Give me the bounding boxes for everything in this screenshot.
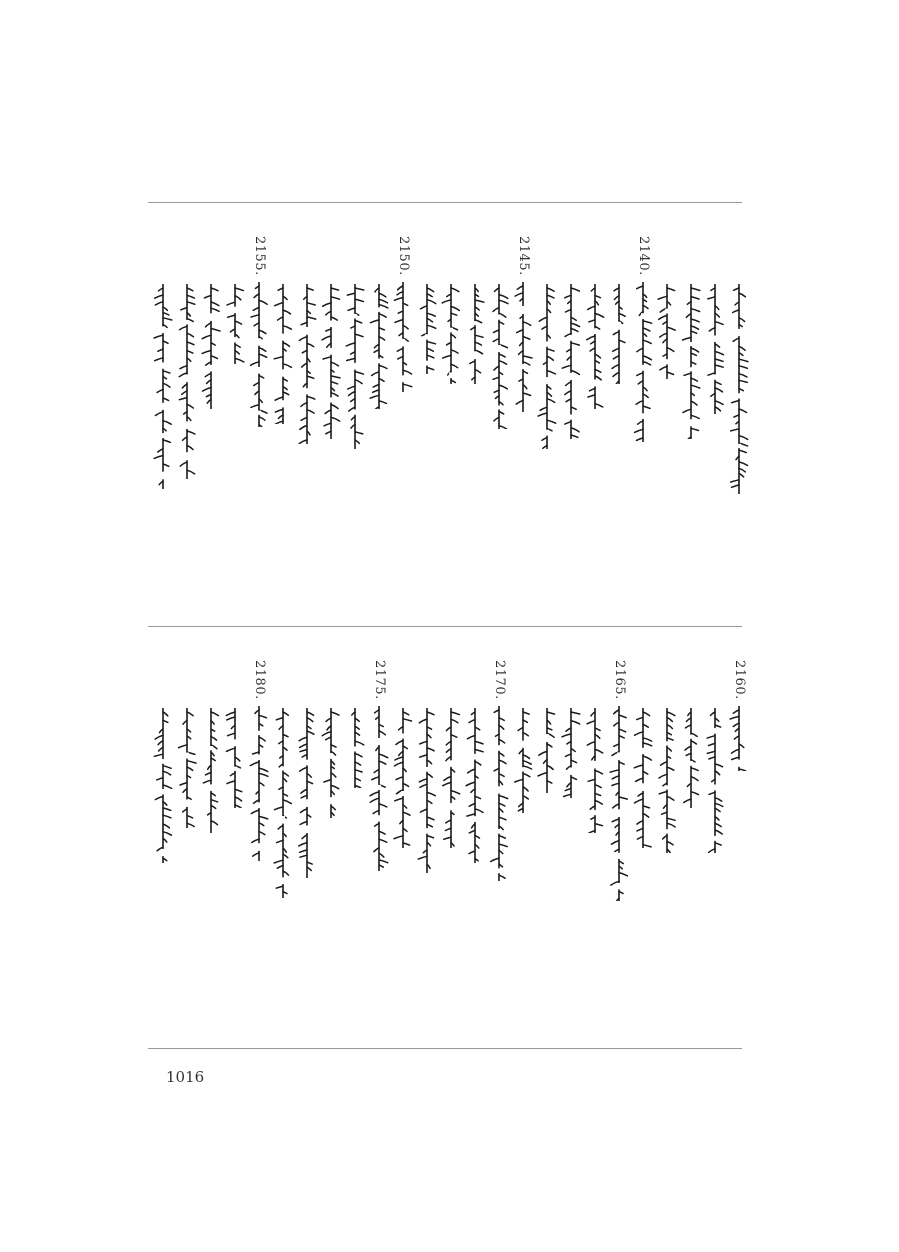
page-number: 1016 xyxy=(166,1068,205,1086)
text-column xyxy=(318,236,344,439)
text-column xyxy=(150,660,176,863)
script-line xyxy=(368,284,390,409)
script-line xyxy=(704,284,726,414)
script-line xyxy=(392,708,414,848)
script-line xyxy=(728,706,750,771)
text-column xyxy=(342,660,368,788)
lower-text-block xyxy=(150,660,747,1030)
script-line xyxy=(152,708,174,863)
text-column xyxy=(222,660,248,808)
script-line xyxy=(176,284,198,479)
script-line xyxy=(608,284,630,384)
text-column xyxy=(678,236,704,439)
text-column xyxy=(390,236,416,392)
text-column xyxy=(630,236,656,442)
script-line xyxy=(512,282,534,412)
text-column xyxy=(174,660,200,828)
script-line xyxy=(152,284,174,489)
script-line xyxy=(176,708,198,828)
script-line xyxy=(224,708,246,808)
middle-rule xyxy=(148,626,742,627)
line-number: 2150. xyxy=(396,236,411,276)
script-line xyxy=(200,284,222,409)
text-column xyxy=(198,236,224,409)
text-column xyxy=(270,660,296,898)
text-column xyxy=(438,236,464,384)
text-column xyxy=(654,236,680,379)
script-line xyxy=(200,708,222,833)
line-number: 2155. xyxy=(252,236,267,276)
line-number: 2140. xyxy=(636,236,651,276)
text-column xyxy=(414,236,440,374)
text-column xyxy=(294,236,320,444)
script-line xyxy=(416,284,438,374)
text-column xyxy=(270,236,296,424)
script-line xyxy=(344,708,366,788)
script-line xyxy=(488,284,510,429)
text-column xyxy=(198,660,224,833)
script-line xyxy=(464,708,486,863)
text-column xyxy=(390,660,416,848)
script-line xyxy=(272,284,294,424)
text-column xyxy=(342,236,368,449)
script-line xyxy=(440,284,462,384)
text-column xyxy=(486,236,512,429)
line-number: 2170. xyxy=(492,660,507,700)
script-line xyxy=(560,284,582,439)
script-line xyxy=(584,708,606,833)
script-line xyxy=(440,708,462,848)
text-column xyxy=(630,660,656,848)
script-line xyxy=(704,708,726,853)
text-column xyxy=(294,660,320,878)
script-line xyxy=(416,708,438,873)
script-line xyxy=(488,706,510,881)
text-column xyxy=(726,660,752,771)
line-number: 2180. xyxy=(252,660,267,700)
script-line xyxy=(224,284,246,364)
text-column xyxy=(702,236,728,414)
script-line xyxy=(584,284,606,409)
upper-text-block xyxy=(150,236,744,616)
text-column xyxy=(174,236,200,479)
script-line xyxy=(368,706,390,871)
text-column xyxy=(558,236,584,439)
script-line xyxy=(536,708,558,793)
text-column xyxy=(654,660,680,853)
script-line xyxy=(680,708,702,808)
top-rule xyxy=(148,202,742,203)
script-line xyxy=(248,282,270,427)
text-column xyxy=(462,660,488,863)
text-column xyxy=(366,236,392,409)
script-line xyxy=(320,708,342,818)
script-line xyxy=(632,282,654,442)
text-column xyxy=(510,660,536,813)
line-number: 2145. xyxy=(516,236,531,276)
line-number: 2175. xyxy=(372,660,387,700)
text-column xyxy=(246,660,272,861)
text-column xyxy=(462,236,488,384)
script-line xyxy=(272,708,294,898)
line-number: 2165. xyxy=(612,660,627,700)
bottom-rule xyxy=(148,1048,742,1049)
text-column xyxy=(438,660,464,848)
text-column xyxy=(582,660,608,833)
text-column xyxy=(366,660,392,871)
script-line xyxy=(608,706,630,901)
script-line xyxy=(296,284,318,444)
text-column xyxy=(606,660,632,901)
text-column xyxy=(582,236,608,409)
script-line xyxy=(560,708,582,798)
script-line xyxy=(512,708,534,813)
script-line xyxy=(248,706,270,861)
text-column xyxy=(678,660,704,808)
script-line xyxy=(536,284,558,449)
script-line xyxy=(464,284,486,384)
text-column xyxy=(486,660,512,881)
script-line xyxy=(320,284,342,439)
text-column xyxy=(702,660,728,853)
script-line xyxy=(392,282,414,392)
script-line xyxy=(728,284,750,494)
script-line xyxy=(344,284,366,449)
text-column xyxy=(150,236,176,489)
text-column xyxy=(222,236,248,364)
text-column xyxy=(558,660,584,798)
script-line xyxy=(296,708,318,878)
script-line xyxy=(680,284,702,439)
text-column xyxy=(534,660,560,793)
text-column xyxy=(510,236,536,412)
script-line xyxy=(632,708,654,848)
text-column xyxy=(414,660,440,873)
text-column xyxy=(726,236,752,494)
text-column xyxy=(246,236,272,427)
text-column xyxy=(318,660,344,818)
text-column xyxy=(534,236,560,449)
text-column xyxy=(606,236,632,384)
line-number: 2160. xyxy=(732,660,747,700)
script-line xyxy=(656,708,678,853)
script-line xyxy=(656,284,678,379)
